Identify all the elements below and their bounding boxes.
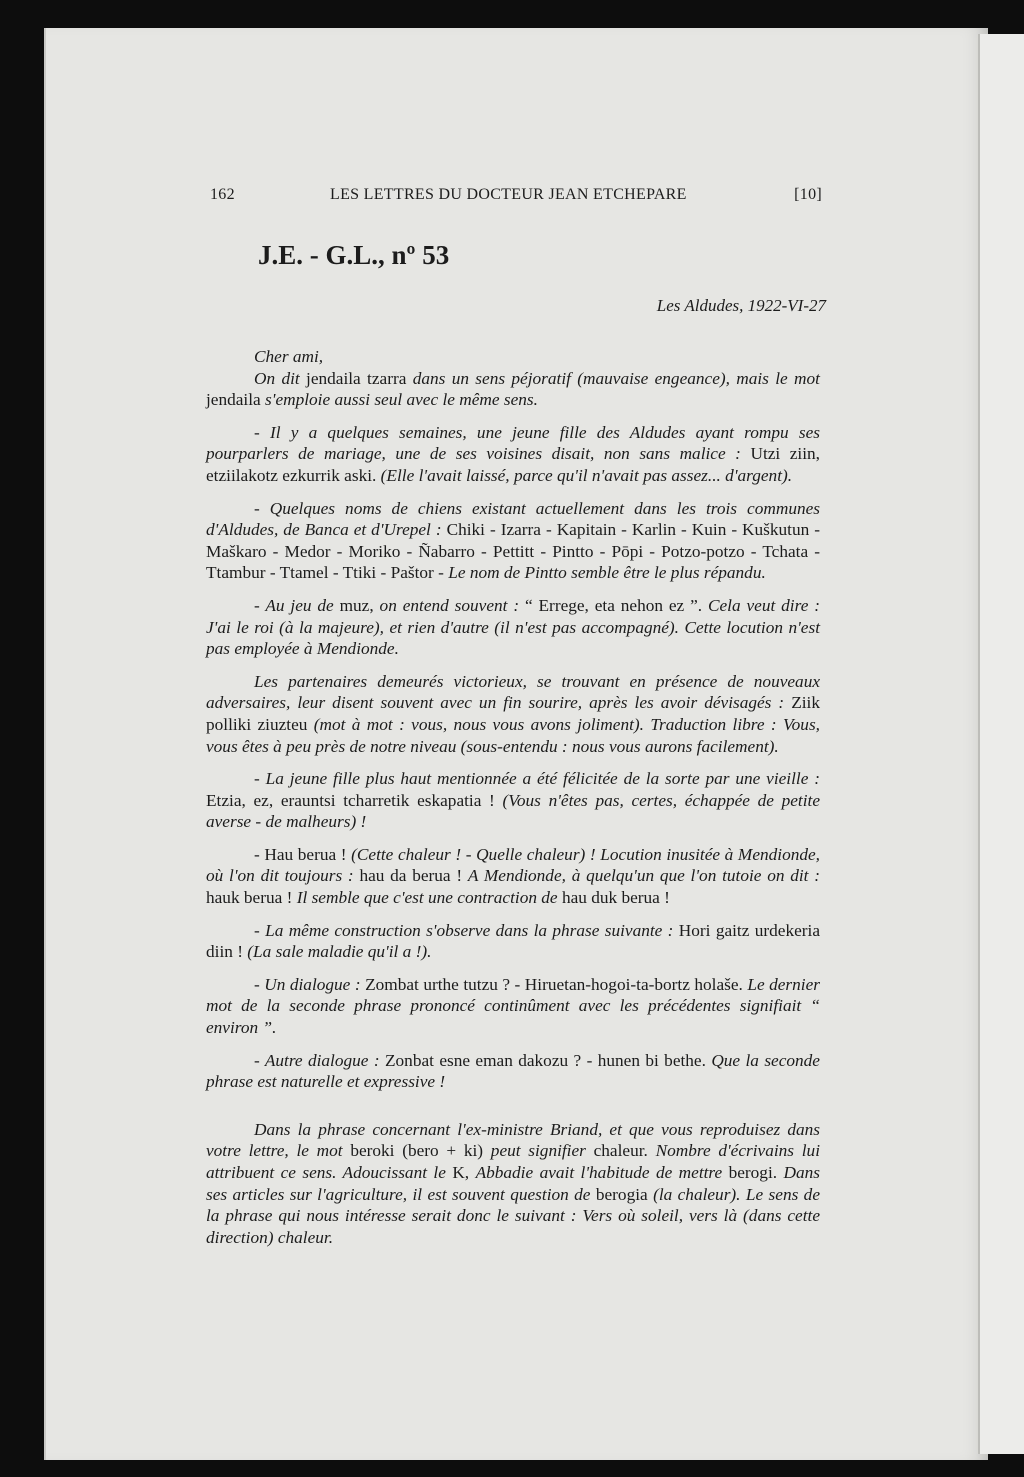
basque-term: hauk berua ! <box>206 888 297 908</box>
paragraph-list <box>206 368 820 1249</box>
italic-run: s'emploie aussi seul avec le même sens. <box>265 390 538 410</box>
italic-run: Dans la phrase concernant l'ex-ministre Briand, et que vous reproduisez dans votre lettre, le mot <box>206 1119 820 1161</box>
italic-run: dans un sens péjoratif (mauvaise engeance), mais le mot <box>412 368 820 388</box>
paragraph <box>206 844 820 909</box>
paragraph <box>206 671 820 757</box>
italic-run: (la chaleur). Le sens de la phrase qui nous intéresse serait donc le suivant : Vers où soleil, vers là (dans cette direction) chaleur. <box>206 1184 820 1247</box>
basque-term: Utzi ziin, etziilakotz ezkurrik aski. <box>206 444 820 485</box>
paragraph <box>206 974 820 1039</box>
paragraph <box>206 422 820 487</box>
next-page-edge <box>978 34 1024 1454</box>
salutation-text: Cher ami, <box>254 347 324 366</box>
italic-run: Nombre d'écrivains lui attribuent ce sens. Adoucissant le <box>206 1141 820 1182</box>
italic-run: Les partenaires demeurés victorieux, se trouvant en présence de nouveaux adversaires, leur disent souvent avec un fin sourire, après les avoir dévisagés : <box>206 671 820 713</box>
italic-run: Le dernier mot de la seconde phrase prononcé continûment avec les précédentes signifiait “ environ ”. <box>206 974 820 1038</box>
letter-title: J.E. - G.L., nº 53 <box>258 240 450 270</box>
basque-term: jendaila <box>206 390 266 410</box>
paragraph <box>206 368 820 411</box>
letter-dateline: Les Aldudes, 1922-VI-27 <box>656 296 826 315</box>
italic-run: - Autre dialogue : <box>254 1050 385 1070</box>
page-number: 162 <box>210 186 235 203</box>
paragraph <box>206 498 820 584</box>
italic-run: - Au jeu de <box>254 595 340 615</box>
italic-run: A Mendionde, à quelqu'un que l'on tutoie on dit : <box>467 866 820 886</box>
italic-run: (Cette chaleur ! - Quelle chaleur) ! Locution inusitée à Mendionde, où l'on dit toujours : <box>206 844 820 886</box>
paragraph <box>206 1119 820 1249</box>
basque-term: hau duk berua ! <box>561 888 670 908</box>
basque-term: Zombat urthe tutzu ? - Hiruetan-hogoi-ta-bortz holaše. <box>365 974 748 994</box>
basque-term: hau da berua ! <box>359 866 468 886</box>
basque-term: “ Errege, eta nehon ez ”. <box>524 595 708 615</box>
italic-run: Dans ses articles sur l'agriculture, il est souvent question de <box>206 1163 820 1204</box>
basque-term: - Hau berua ! <box>254 844 352 864</box>
basque-term: K, <box>452 1163 476 1182</box>
basque-term: Zonbat esne eman dakozu ? - hunen bi bethe. <box>384 1050 712 1070</box>
italic-run: Abbadie avait l'habitude de mettre <box>475 1163 729 1182</box>
italic-run: - Il y a quelques semaines, une jeune fille des Aldudes ayant rompu ses pourparlers de mariage, une de ses voisines disait, non sans malice : <box>206 422 820 464</box>
italic-run: (Elle l'avait laissé, parce qu'il n'avait pas assez... d'argent). <box>380 465 793 485</box>
basque-term: beroki (bero + ki) <box>350 1141 491 1161</box>
running-title: LES LETTRES DU DOCTEUR JEAN ETCHEPARE <box>330 186 687 203</box>
letter-body <box>206 346 820 1259</box>
italic-run: (La sale maladie qu'il a !). <box>247 942 432 962</box>
italic-run: - Un dialogue : <box>254 974 366 994</box>
basque-term: jendaila tzarra <box>306 368 413 388</box>
basque-term: Ziik polliki ziuzteu <box>206 693 820 734</box>
italic-run: Le nom de Pintto semble être le plus répandu. <box>448 563 766 583</box>
italic-run: - La jeune fille plus haut mentionnée a été félicitée de la sorte par une vieille : <box>254 769 820 789</box>
running-header <box>210 186 822 210</box>
italic-run: peut signifier <box>490 1141 594 1161</box>
italic-run: (mot à mot : vous, nous vous avons joliment). Traduction libre : Vous, vous êtes à peu près de notre niveau (sous-entendu : nous vous aurons facilement). <box>206 714 820 756</box>
italic-run: On dit <box>254 368 307 388</box>
salutation <box>206 346 820 368</box>
basque-term: chaleur. <box>593 1141 656 1161</box>
italic-run: Cela veut dire : J'ai le roi (à la majeure), et rien d'autre (il n'est pas accompagné). Cette locution n'est pas employée à Mendionde. <box>206 595 820 659</box>
paragraph <box>206 920 820 963</box>
basque-term: Chiki - Izarra - Kapitain - Karlin - Kuin - Kuškutun - Maškaro - Medor - Moriko - Ñabarro - Pettitt - Pintto - Pōpi - Potzo-potzo - Tchata - Ttambur - Ttamel - Ttiki - Paštor - <box>206 520 820 583</box>
paragraph <box>206 768 820 833</box>
italic-run: (Vous n'êtes pas, certes, échappée de petite averse - de malheurs) ! <box>206 790 821 832</box>
italic-run: on entend souvent : <box>379 595 525 615</box>
basque-term: Etzia, ez, erauntsi tcharretik eskapatia ! <box>206 790 503 810</box>
basque-term: Hori gaitz urdekeria diin ! <box>206 920 820 962</box>
basque-term: berogi. <box>728 1163 784 1182</box>
section-number: [10] <box>794 186 822 203</box>
italic-run: - Quelques noms de chiens existant actuellement dans les trois communes d'Aldudes, de Banca et d'Urepel : <box>206 498 820 540</box>
paragraph <box>206 1050 820 1093</box>
italic-run: Il semble que c'est une contraction de <box>296 888 562 908</box>
basque-term: muz, <box>339 595 380 615</box>
basque-term: berogia <box>595 1184 654 1204</box>
italic-run: - La même construction s'observe dans la phrase suivante : <box>254 920 679 940</box>
paragraph <box>206 595 820 660</box>
italic-run: Que la seconde phrase est naturelle et expressive ! <box>206 1050 820 1092</box>
